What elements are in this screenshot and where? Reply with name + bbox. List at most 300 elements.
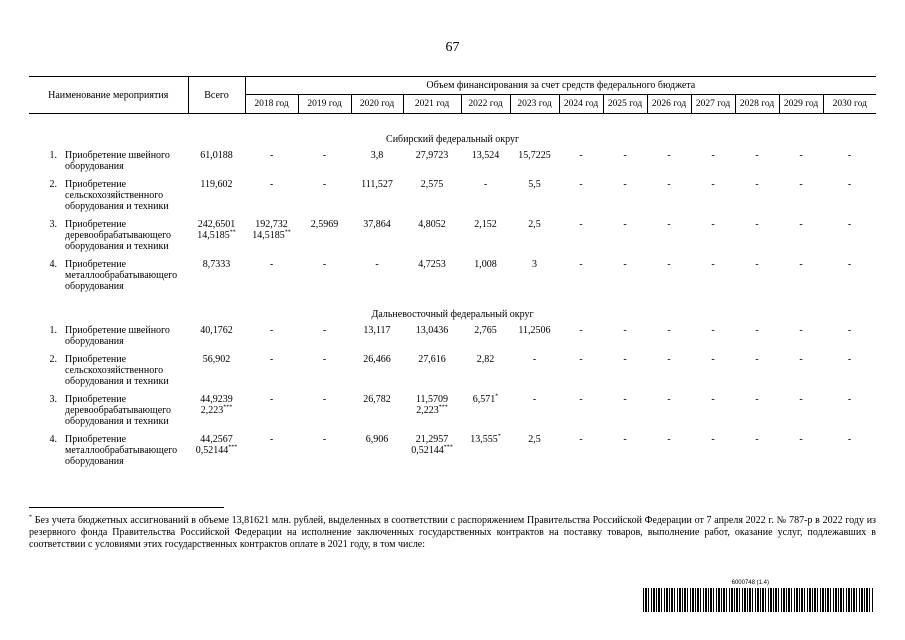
year-value-cell: [510, 259, 559, 292]
activity-name: Приобретение сельскохозяйственного оборудования и техники: [65, 354, 169, 387]
cell-value: -: [667, 179, 671, 190]
cell-value: 0,52144: [411, 445, 444, 456]
cell-value: -: [799, 219, 803, 230]
year-value-cell: [735, 179, 779, 212]
activity-cell: [29, 354, 188, 387]
table-row: [29, 394, 876, 427]
region-row: [29, 114, 876, 151]
cell-value: 13,117: [363, 325, 391, 336]
year-value-cell: [735, 434, 779, 467]
year-value-cell: [603, 259, 647, 292]
year-value-cell: [245, 394, 298, 427]
year-value-cell: [559, 179, 603, 212]
year-value-cell: [691, 394, 735, 427]
cell-value: -: [799, 394, 803, 405]
barcode: [643, 580, 873, 612]
year-value-cell: [779, 179, 823, 212]
footnote-mark: ***: [228, 444, 238, 451]
year-value-cell: [403, 325, 461, 347]
year-value-cell: [735, 354, 779, 387]
year-value-cell: [735, 259, 779, 292]
year-value-cell: [559, 394, 603, 427]
cell-value: -: [847, 434, 852, 445]
cell-value: -: [711, 259, 715, 270]
year-value-cell: [510, 434, 559, 467]
header-year: 2027 год: [691, 95, 735, 114]
cell-value: 2,223: [200, 405, 224, 416]
cell-value: -: [799, 434, 803, 445]
spacer-cell: [29, 252, 876, 259]
spacer-cell: [29, 212, 876, 219]
footnote-mark: ***: [443, 444, 453, 451]
cell-value: -: [579, 394, 583, 405]
year-value-cell: [245, 150, 298, 172]
cell-value: -: [667, 259, 671, 270]
year-value-cell: [647, 219, 691, 252]
cell-value: 44,9239: [200, 394, 233, 405]
year-value-cell: [510, 150, 559, 172]
cell-value: -: [711, 219, 715, 230]
cell-value: -: [799, 179, 803, 190]
footnote: [29, 515, 876, 551]
footnote-mark: ***: [223, 404, 233, 411]
year-value-cell: [603, 150, 647, 172]
year-value-cell: [298, 394, 351, 427]
header-year: 2025 год: [603, 95, 647, 114]
year-value-cell: [735, 325, 779, 347]
activity-cell: [29, 394, 188, 427]
cell-value: -: [532, 394, 537, 405]
activity-name: Приобретение деревообрабатывающего оборудования и техники: [65, 219, 171, 252]
cell-value: 44,2567: [200, 434, 233, 445]
footnote-mark: *: [497, 433, 501, 440]
cell-value: 26,782: [363, 394, 391, 405]
year-value-cell: [461, 179, 510, 212]
cell-value: -: [269, 179, 274, 190]
cell-value: -: [667, 150, 671, 161]
activity-cell: [29, 259, 188, 292]
cell-value: 192,732: [255, 219, 288, 230]
row-number: 2.: [49, 179, 57, 190]
cell-value: -: [755, 394, 759, 405]
year-value-cell: [779, 219, 823, 252]
row-spacer: [29, 347, 876, 354]
year-value-cell: [647, 394, 691, 427]
cell-value: 4,7253: [418, 259, 446, 270]
cell-value: -: [623, 219, 627, 230]
table-row: [29, 325, 876, 347]
cell-value: -: [269, 150, 274, 161]
year-value-cell: [403, 394, 461, 427]
year-value-cell: [691, 219, 735, 252]
header-year: 2019 год: [298, 95, 351, 114]
year-value-cell: [735, 150, 779, 172]
cell-value: 3: [532, 259, 537, 270]
year-value-cell: [351, 219, 403, 252]
year-value-cell: [510, 179, 559, 212]
cell-value: -: [322, 354, 327, 365]
year-value-cell: [823, 325, 876, 347]
cell-value: -: [667, 394, 671, 405]
total-cell: [188, 259, 245, 292]
cell-value: -: [711, 179, 715, 190]
cell-value: -: [711, 325, 715, 336]
region-row: [29, 299, 876, 325]
total-cell: [188, 325, 245, 347]
spacer-cell: [29, 347, 876, 354]
barcode-label: 6000748 (1.4): [731, 580, 769, 586]
year-value-cell: [403, 179, 461, 212]
cell-value: -: [623, 354, 627, 365]
cell-value: -: [847, 394, 852, 405]
cell-value: -: [847, 259, 852, 270]
activity-name: Приобретение деревообрабатывающего оборудования и техники: [65, 394, 171, 427]
header-funding-caption: Объем финансирования за счет средств федерального бюджета: [245, 77, 876, 95]
year-value-cell: [559, 259, 603, 292]
cell-value: 3,8: [370, 150, 384, 161]
year-value-cell: [603, 434, 647, 467]
year-value-cell: [691, 434, 735, 467]
year-value-cell: [351, 394, 403, 427]
cell-value: -: [847, 325, 852, 336]
table-row: [29, 179, 876, 212]
cell-value: -: [755, 325, 759, 336]
year-value-cell: [647, 179, 691, 212]
activity-name: Приобретение швейного оборудования: [65, 325, 170, 347]
spacer-cell: [29, 172, 876, 179]
year-value-cell: [603, 394, 647, 427]
cell-value: -: [623, 325, 627, 336]
footnote-mark: **: [229, 229, 236, 236]
header-year: 2026 год: [647, 95, 691, 114]
total-cell: [188, 434, 245, 467]
footnote-mark: *: [29, 514, 32, 521]
row-number: 3.: [49, 219, 57, 230]
cell-value: 21,2957: [415, 434, 449, 445]
year-value-cell: [245, 259, 298, 292]
year-value-cell: [823, 179, 876, 212]
header-year: 2029 год: [779, 95, 823, 114]
cell-value: -: [755, 434, 759, 445]
year-value-cell: [510, 325, 559, 347]
year-value-cell: [403, 150, 461, 172]
spacer-cell: [29, 427, 876, 434]
cell-value: -: [269, 434, 274, 445]
year-value-cell: [647, 434, 691, 467]
cell-value: 61,0188: [200, 150, 233, 161]
cell-value: 40,1762: [200, 325, 233, 336]
year-value-cell: [779, 259, 823, 292]
year-value-cell: [823, 394, 876, 427]
table-row: [29, 434, 876, 467]
cell-value: 8,7333: [202, 259, 231, 270]
cell-value: -: [322, 259, 327, 270]
header-year: 2018 год: [245, 95, 298, 114]
year-value-cell: [461, 259, 510, 292]
cell-value: 14,5185: [197, 230, 230, 241]
year-value-cell: [351, 150, 403, 172]
cell-value: -: [579, 179, 583, 190]
activity-cell: [29, 434, 188, 467]
year-value-cell: [735, 219, 779, 252]
cell-value: 2,82: [476, 354, 495, 365]
cell-value: 2,152: [474, 219, 497, 230]
table-row: [29, 354, 876, 387]
header-year: 2023 год: [510, 95, 559, 114]
cell-value: 2,765: [474, 325, 497, 336]
cell-value: -: [755, 219, 759, 230]
year-value-cell: [691, 150, 735, 172]
cell-value: -: [579, 354, 583, 365]
year-value-cell: [461, 434, 510, 467]
row-spacer: [29, 427, 876, 434]
year-value-cell: [779, 434, 823, 467]
region-title: Дальневосточный федеральный округ: [371, 309, 534, 320]
year-value-cell: [298, 150, 351, 172]
cell-value: -: [711, 394, 715, 405]
year-value-cell: [647, 259, 691, 292]
year-value-cell: [245, 434, 298, 467]
cell-value: 56,902: [202, 354, 231, 365]
row-number: 3.: [49, 394, 57, 405]
cell-value: -: [483, 179, 488, 190]
header-year: 2020 год: [351, 95, 403, 114]
year-value-cell: [559, 150, 603, 172]
row-number: 2.: [49, 354, 57, 365]
cell-value: -: [667, 434, 671, 445]
cell-value: -: [623, 259, 627, 270]
cell-value: -: [799, 259, 803, 270]
year-value-cell: [461, 150, 510, 172]
cell-value: 4,8052: [418, 219, 446, 230]
cell-value: -: [755, 150, 759, 161]
year-value-cell: [403, 434, 461, 467]
cell-value: -: [623, 394, 627, 405]
cell-value: -: [711, 150, 715, 161]
footnote-text: Без учета бюджетных ассигнований в объеме 13,81621 млн. рублей, выделенных в соответствии с распоряжением Правительства Российской Федерации от 7 апреля 2022 г. № 787-р в 2022 году из резервного фонда Правительства Российской Федерации на исполнение заключенных государственных контрактов на поставку товаров, выполнение работ, оказание услуг, подлежавших в соответствии с условиями этих государственных контрактов оплате в 2021 году, в том числе:: [29, 515, 877, 550]
year-value-cell: [298, 219, 351, 252]
cell-value: 11,2506: [518, 325, 551, 336]
cell-value: -: [322, 325, 327, 336]
row-number: 4.: [49, 259, 57, 270]
total-cell: [188, 150, 245, 172]
activity-name: Приобретение металлообрабатывающего оборудования: [65, 434, 178, 467]
table-row: [29, 259, 876, 292]
header-year: 2021 год: [403, 95, 461, 114]
total-cell: [188, 394, 245, 427]
cell-value: -: [711, 434, 715, 445]
year-value-cell: [823, 259, 876, 292]
year-value-cell: [603, 354, 647, 387]
year-value-cell: [403, 219, 461, 252]
total-cell: [188, 354, 245, 387]
cell-value: -: [269, 259, 274, 270]
cell-value: -: [322, 150, 327, 161]
cell-value: 5,5: [528, 179, 541, 190]
cell-value: 2,575: [420, 179, 444, 190]
cell-value: -: [755, 354, 759, 365]
footnote-divider: [29, 507, 224, 508]
year-value-cell: [603, 219, 647, 252]
year-value-cell: [403, 354, 461, 387]
cell-value: -: [269, 394, 274, 405]
barcode-bars: [643, 588, 873, 612]
row-number: 1.: [49, 325, 57, 336]
activity-cell: [29, 219, 188, 252]
header-year: 2024 год: [559, 95, 603, 114]
year-value-cell: [351, 179, 403, 212]
year-value-cell: [735, 394, 779, 427]
cell-value: -: [847, 150, 852, 161]
year-value-cell: [461, 394, 510, 427]
header-year: 2022 год: [461, 95, 510, 114]
header-year: 2028 год: [735, 95, 779, 114]
spacer-cell: [29, 467, 876, 474]
year-value-cell: [298, 325, 351, 347]
cell-value: 27,616: [418, 354, 446, 365]
year-value-cell: [779, 325, 823, 347]
footnote-mark: ***: [438, 404, 448, 411]
cell-value: 15,7225: [518, 150, 551, 161]
year-value-cell: [559, 354, 603, 387]
cell-value: -: [623, 179, 627, 190]
region-title: Сибирский федеральный округ: [386, 134, 520, 145]
activity-name: Приобретение швейного оборудования: [65, 150, 170, 172]
cell-value: -: [579, 434, 583, 445]
year-value-cell: [461, 325, 510, 347]
cell-value: -: [667, 354, 671, 365]
year-value-cell: [603, 325, 647, 347]
year-value-cell: [298, 354, 351, 387]
cell-value: 13,524: [471, 150, 500, 161]
year-value-cell: [691, 325, 735, 347]
cell-value: -: [269, 354, 274, 365]
year-value-cell: [298, 179, 351, 212]
row-spacer: [29, 212, 876, 219]
activity-cell: [29, 179, 188, 212]
row-number: 4.: [49, 434, 57, 445]
year-value-cell: [351, 325, 403, 347]
row-spacer: [29, 292, 876, 299]
cell-value: -: [532, 354, 537, 365]
year-value-cell: [245, 325, 298, 347]
cell-value: -: [579, 259, 583, 270]
footnote-mark: *: [495, 393, 499, 400]
header-year: 2030 год: [823, 95, 876, 114]
row-spacer: [29, 172, 876, 179]
cell-value: 6,906: [365, 434, 389, 445]
year-value-cell: [603, 179, 647, 212]
cell-value: -: [623, 150, 627, 161]
cell-value: -: [711, 354, 715, 365]
cell-value: -: [322, 394, 327, 405]
activity-name: Приобретение сельскохозяйственного оборудования и техники: [65, 179, 169, 212]
cell-value: -: [667, 325, 671, 336]
year-value-cell: [691, 179, 735, 212]
activity-name: Приобретение металлообрабатывающего оборудования: [65, 259, 178, 292]
header-total-column: Всего: [188, 77, 245, 114]
year-value-cell: [510, 354, 559, 387]
year-value-cell: [403, 259, 461, 292]
total-cell: [188, 219, 245, 252]
header-name-column: Наименование мероприятия: [29, 77, 188, 114]
cell-value: 2,5: [528, 434, 541, 445]
cell-value: -: [847, 354, 852, 365]
cell-value: 13,0436: [415, 325, 449, 336]
cell-value: -: [799, 150, 803, 161]
activity-cell: [29, 325, 188, 347]
cell-value: 37,864: [363, 219, 391, 230]
row-number: 1.: [49, 150, 57, 161]
cell-value: -: [322, 434, 327, 445]
activity-cell: [29, 150, 188, 172]
total-cell: [188, 179, 245, 212]
year-value-cell: [823, 219, 876, 252]
cell-value: -: [755, 179, 759, 190]
spacer-cell: [29, 387, 876, 394]
cell-value: -: [667, 219, 671, 230]
cell-value: 119,602: [200, 179, 233, 190]
year-value-cell: [559, 325, 603, 347]
cell-value: 2,5969: [310, 219, 339, 230]
year-value-cell: [647, 325, 691, 347]
year-value-cell: [351, 354, 403, 387]
year-value-cell: [823, 150, 876, 172]
year-value-cell: [461, 219, 510, 252]
page-number: 67: [445, 40, 460, 55]
cell-value: -: [799, 354, 803, 365]
cell-value: 14,5185: [252, 230, 285, 241]
year-value-cell: [351, 259, 403, 292]
cell-value: 111,527: [361, 179, 393, 190]
cell-value: -: [755, 259, 759, 270]
year-value-cell: [298, 259, 351, 292]
year-value-cell: [823, 354, 876, 387]
year-value-cell: [245, 219, 298, 252]
year-value-cell: [691, 259, 735, 292]
row-spacer: [29, 252, 876, 259]
cell-value: 1,008: [474, 259, 497, 270]
cell-value: -: [322, 179, 327, 190]
cell-value: -: [579, 219, 583, 230]
year-value-cell: [510, 219, 559, 252]
cell-value: -: [375, 259, 379, 270]
cell-value: 6,571: [472, 394, 496, 405]
cell-value: -: [847, 219, 852, 230]
year-value-cell: [779, 354, 823, 387]
row-spacer: [29, 467, 876, 474]
year-value-cell: [298, 434, 351, 467]
cell-value: -: [623, 434, 627, 445]
year-value-cell: [779, 150, 823, 172]
year-value-cell: [510, 394, 559, 427]
cell-value: -: [269, 325, 274, 336]
cell-value: -: [847, 179, 852, 190]
cell-value: 0,52144: [195, 445, 229, 456]
cell-value: 26,466: [363, 354, 391, 365]
spacer-cell: [29, 292, 876, 299]
year-value-cell: [823, 434, 876, 467]
cell-value: 13,555: [470, 434, 498, 445]
year-value-cell: [559, 219, 603, 252]
cell-value: 242,6501: [197, 219, 236, 230]
year-value-cell: [245, 354, 298, 387]
year-value-cell: [559, 434, 603, 467]
row-spacer: [29, 387, 876, 394]
table-row: [29, 150, 876, 172]
year-value-cell: [351, 434, 403, 467]
year-value-cell: [461, 354, 510, 387]
